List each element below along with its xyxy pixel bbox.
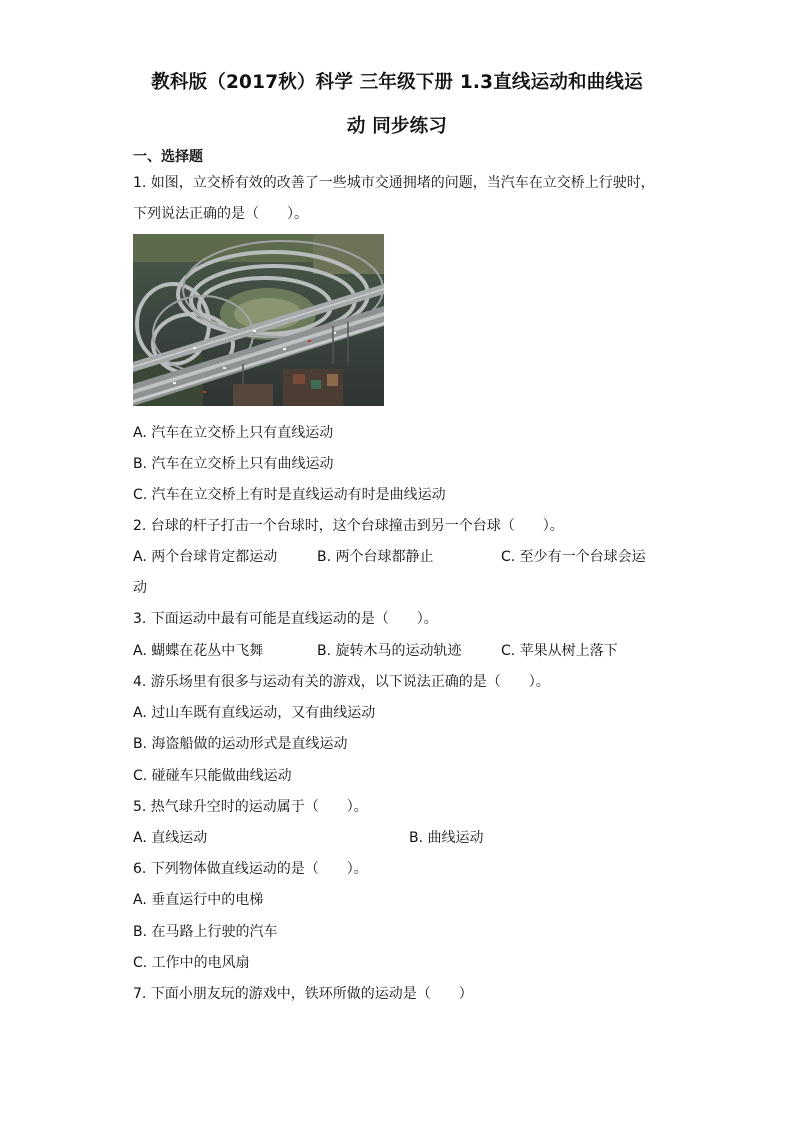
q2-option-a: A. 两个台球肯定都运动 [133,549,278,565]
q1-option-b: B. 汽车在立交桥上只有曲线运动 [133,456,334,472]
worksheet-title-line2: 动 同步练习 [346,116,448,137]
overpass-image-icon [133,234,384,406]
interchange-photo [133,234,384,406]
q1-stem-line1: 1. 如图，立交桥有效的改善了一些城市交通拥堵的问题，当汽车在立交桥上行驶时， [133,175,655,191]
q6-stem: 6. 下列物体做直线运动的是（ ）。 [133,861,368,877]
q1-option-c: C. 汽车在立交桥上有时是直线运动有时是曲线运动 [133,487,446,503]
q7-stem: 7. 下面小朋友玩的游戏中，铁环所做的运动是（ ） [133,986,473,1002]
q2-option-c-wrap: 动 [133,580,147,596]
q5-option-b: B. 曲线运动 [409,830,484,846]
q3-option-b: B. 旋转木马的运动轨迹 [317,643,462,659]
q1-option-a: A. 汽车在立交桥上只有直线运动 [133,425,334,441]
worksheet-title-line1: 教科版（2017秋）科学 三年级下册 1.3直线运动和曲线运 [151,72,643,93]
q3-option-a: A. 蝴蝶在花丛中飞舞 [133,643,264,659]
q4-option-a: A. 过山车既有直线运动，又有曲线运动 [133,705,376,721]
q4-option-c: C. 碰碰车只能做曲线运动 [133,768,292,784]
q2-stem: 2. 台球的杆子打击一个台球时，这个台球撞击到另一个台球（ ）。 [133,518,564,534]
q4-stem: 4. 游乐场里有很多与运动有关的游戏，以下说法正确的是（ ）。 [133,674,550,690]
q2-option-b: B. 两个台球都静止 [317,549,434,565]
q6-option-c: C. 工作中的电风扇 [133,955,250,971]
section-heading-choice: 一、选择题 [133,149,203,165]
q6-option-a: A. 垂直运行中的电梯 [133,892,264,908]
q3-stem: 3. 下面运动中最有可能是直线运动的是（ ）。 [133,611,438,627]
q5-stem: 5. 热气球升空时的运动属于（ ）。 [133,799,368,815]
q4-option-b: B. 海盗船做的运动形式是直线运动 [133,736,348,752]
q3-option-c: C. 苹果从树上落下 [501,643,618,659]
q2-option-c: C. 至少有一个台球会运 [501,549,646,565]
q6-option-b: B. 在马路上行驶的汽车 [133,924,278,940]
q5-option-a: A. 直线运动 [133,830,208,846]
q1-stem-line2: 下列说法正确的是（ ）。 [133,206,308,222]
